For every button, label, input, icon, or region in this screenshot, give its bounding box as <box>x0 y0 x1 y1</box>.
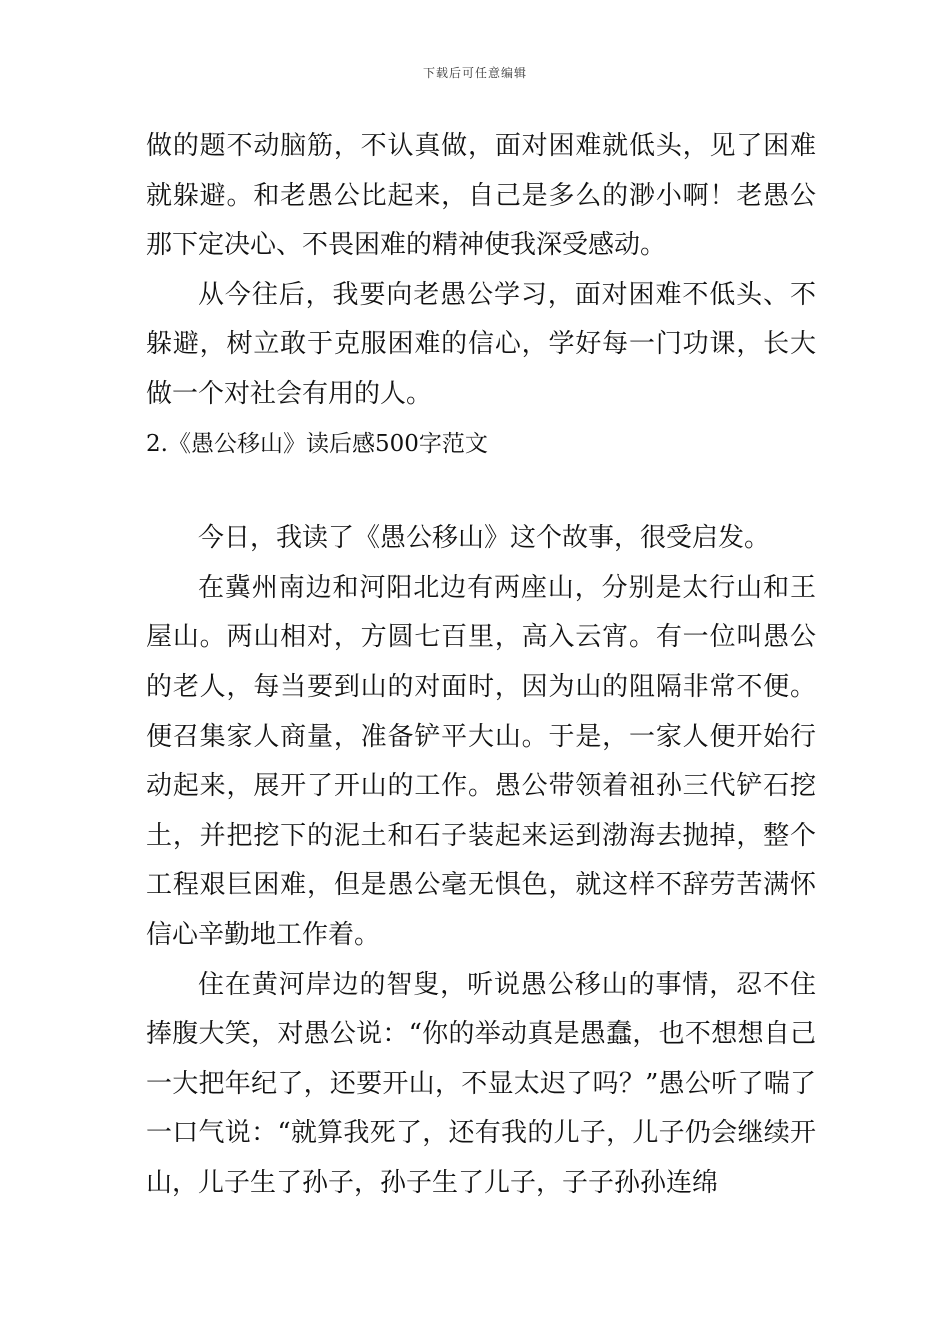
paragraph-3: 今日，我读了《愚公移山》这个故事，很受启发。 <box>198 523 771 554</box>
paragraph-1: 做的题不动脑筋，不认真做，面对困难就低头，见了困难就躲避。和老愚公比起来，自己是多么的渺小啊！老愚公那下定决心、不畏困难的精神使我深受感动。 <box>146 131 816 261</box>
paragraph-4: 在冀州南边和河阳北边有两座山，分别是太行山和王屋山。两山相对，方圆七百里，高入云宵。有一位叫愚公的老人，每当要到山的对面时，因为山的阻隔非常不便。便召集家人商量，准备铲平大山。于是，一家人便开始行动起来，展开了开山的工作。愚公带领着祖孙三代铲石挖土，并把挖下的泥土和石子装起来运到渤海去抛掉，整个工程艰巨困难，但是愚公毫无惧色，就这样不辞劳苦满怀信心辛勤地工作着。 <box>146 572 816 950</box>
paragraph-5: 住在黄河岸边的智叟，听说愚公移山的事情，忍不住捧腹大笑，对愚公说：“你的举动真是愚蠢，也不想想自己一大把年纪了，还要开山，不显太迟了吗？”愚公听了喘了一口气说：“就算我死了，还有我的儿子，儿子仍会继续开山，儿子生了孙子，孙子生了儿子，子子孙孙连绵 <box>146 969 816 1198</box>
page-header: 下载后可任意编辑 <box>422 66 527 80</box>
paragraph-2: 从今往后，我要向老愚公学习，面对困难不低头、不躲避，树立敢于克服困难的信心，学好每一门功课，长大做一个对社会有用的人。 <box>146 279 816 409</box>
document-body <box>146 122 816 1208</box>
section-heading: 2.《愚公移山》读后感500字范文 <box>146 430 488 457</box>
section-spacer <box>146 469 816 514</box>
